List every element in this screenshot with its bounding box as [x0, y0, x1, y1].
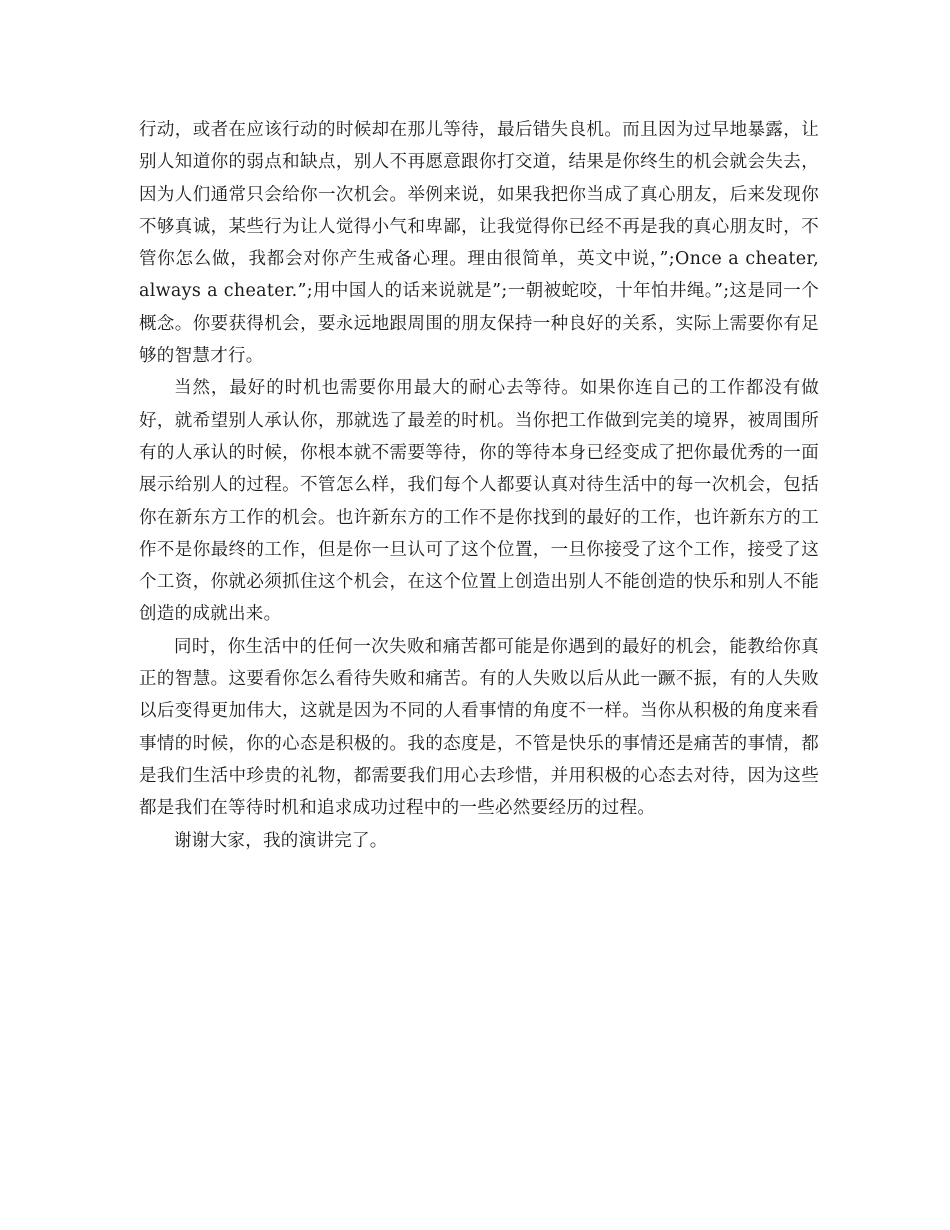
document-body	[139, 114, 819, 857]
paragraph-1: 行动，或者在应该行动的时候却在那儿等待，最后错失良机。而且因为过早地暴露，让别人知道你的弱点和缺点，别人不再愿意跟你打交道，结果是你终生的机会就会失去，因为人们通常只会给你一次机会。举例来说，如果我把你当成了真心朋友，后来发现你不够真诚，某些行为让人觉得小气和卑鄙，让我觉得你已经不再是我的真心朋友时，不管你怎么做，我都会对你产生戒备心理。理由很简单，英文中说，”;Once a cheater, always a cheater.”;用中国人的话来说就是”;一朝被蛇咬，十年怕井绳。”;这是同一个概念。你要获得机会，要永远地跟周围的朋友保持一种良好的关系，实际上需要你有足够的智慧才行。	[139, 120, 819, 367]
paragraph-3: 同时，你生活中的任何一次失败和痛苦都可能是你遇到的最好的机会，能教给你真正的智慧。这要看你怎么看待失败和痛苦。有的人失败以后从此一蹶不振，有的人失败以后变得更加伟大，这就是因为不同的人看事情的角度不一样。当你从积极的角度来看事情的时候，你的心态是积极的。我的态度是，不管是快乐的事情还是痛苦的事情，都是我们生活中珍贵的礼物，都需要我们用心去珍惜，并用积极的心态去对待，因为这些都是我们在等待时机和追求成功过程中的一些必然要经历的过程。	[139, 636, 819, 819]
paragraph-2: 当然，最好的时机也需要你用最大的耐心去等待。如果你连自己的工作都没有做好，就希望别人承认你，那就选了最差的时机。当你把工作做到完美的境界，被周围所有的人承认的时候，你根本就不需要等待，你的等待本身已经变成了把你最优秀的一面展示给别人的过程。不管怎么样，我们每个人都要认真对待生活中的每一次机会，包括你在新东方工作的机会。也许新东方的工作不是你找到的最好的工作，也许新东方的工作不是你最终的工作，但是你一旦认可了这个位置，一旦你接受了这个工作，接受了这个工资，你就必须抓住这个机会，在这个位置上创造出别人不能创造的快乐和别人不能创造的成就出来。	[139, 378, 819, 625]
paragraph-closing: 谢谢大家，我的演讲完了。	[174, 830, 388, 851]
